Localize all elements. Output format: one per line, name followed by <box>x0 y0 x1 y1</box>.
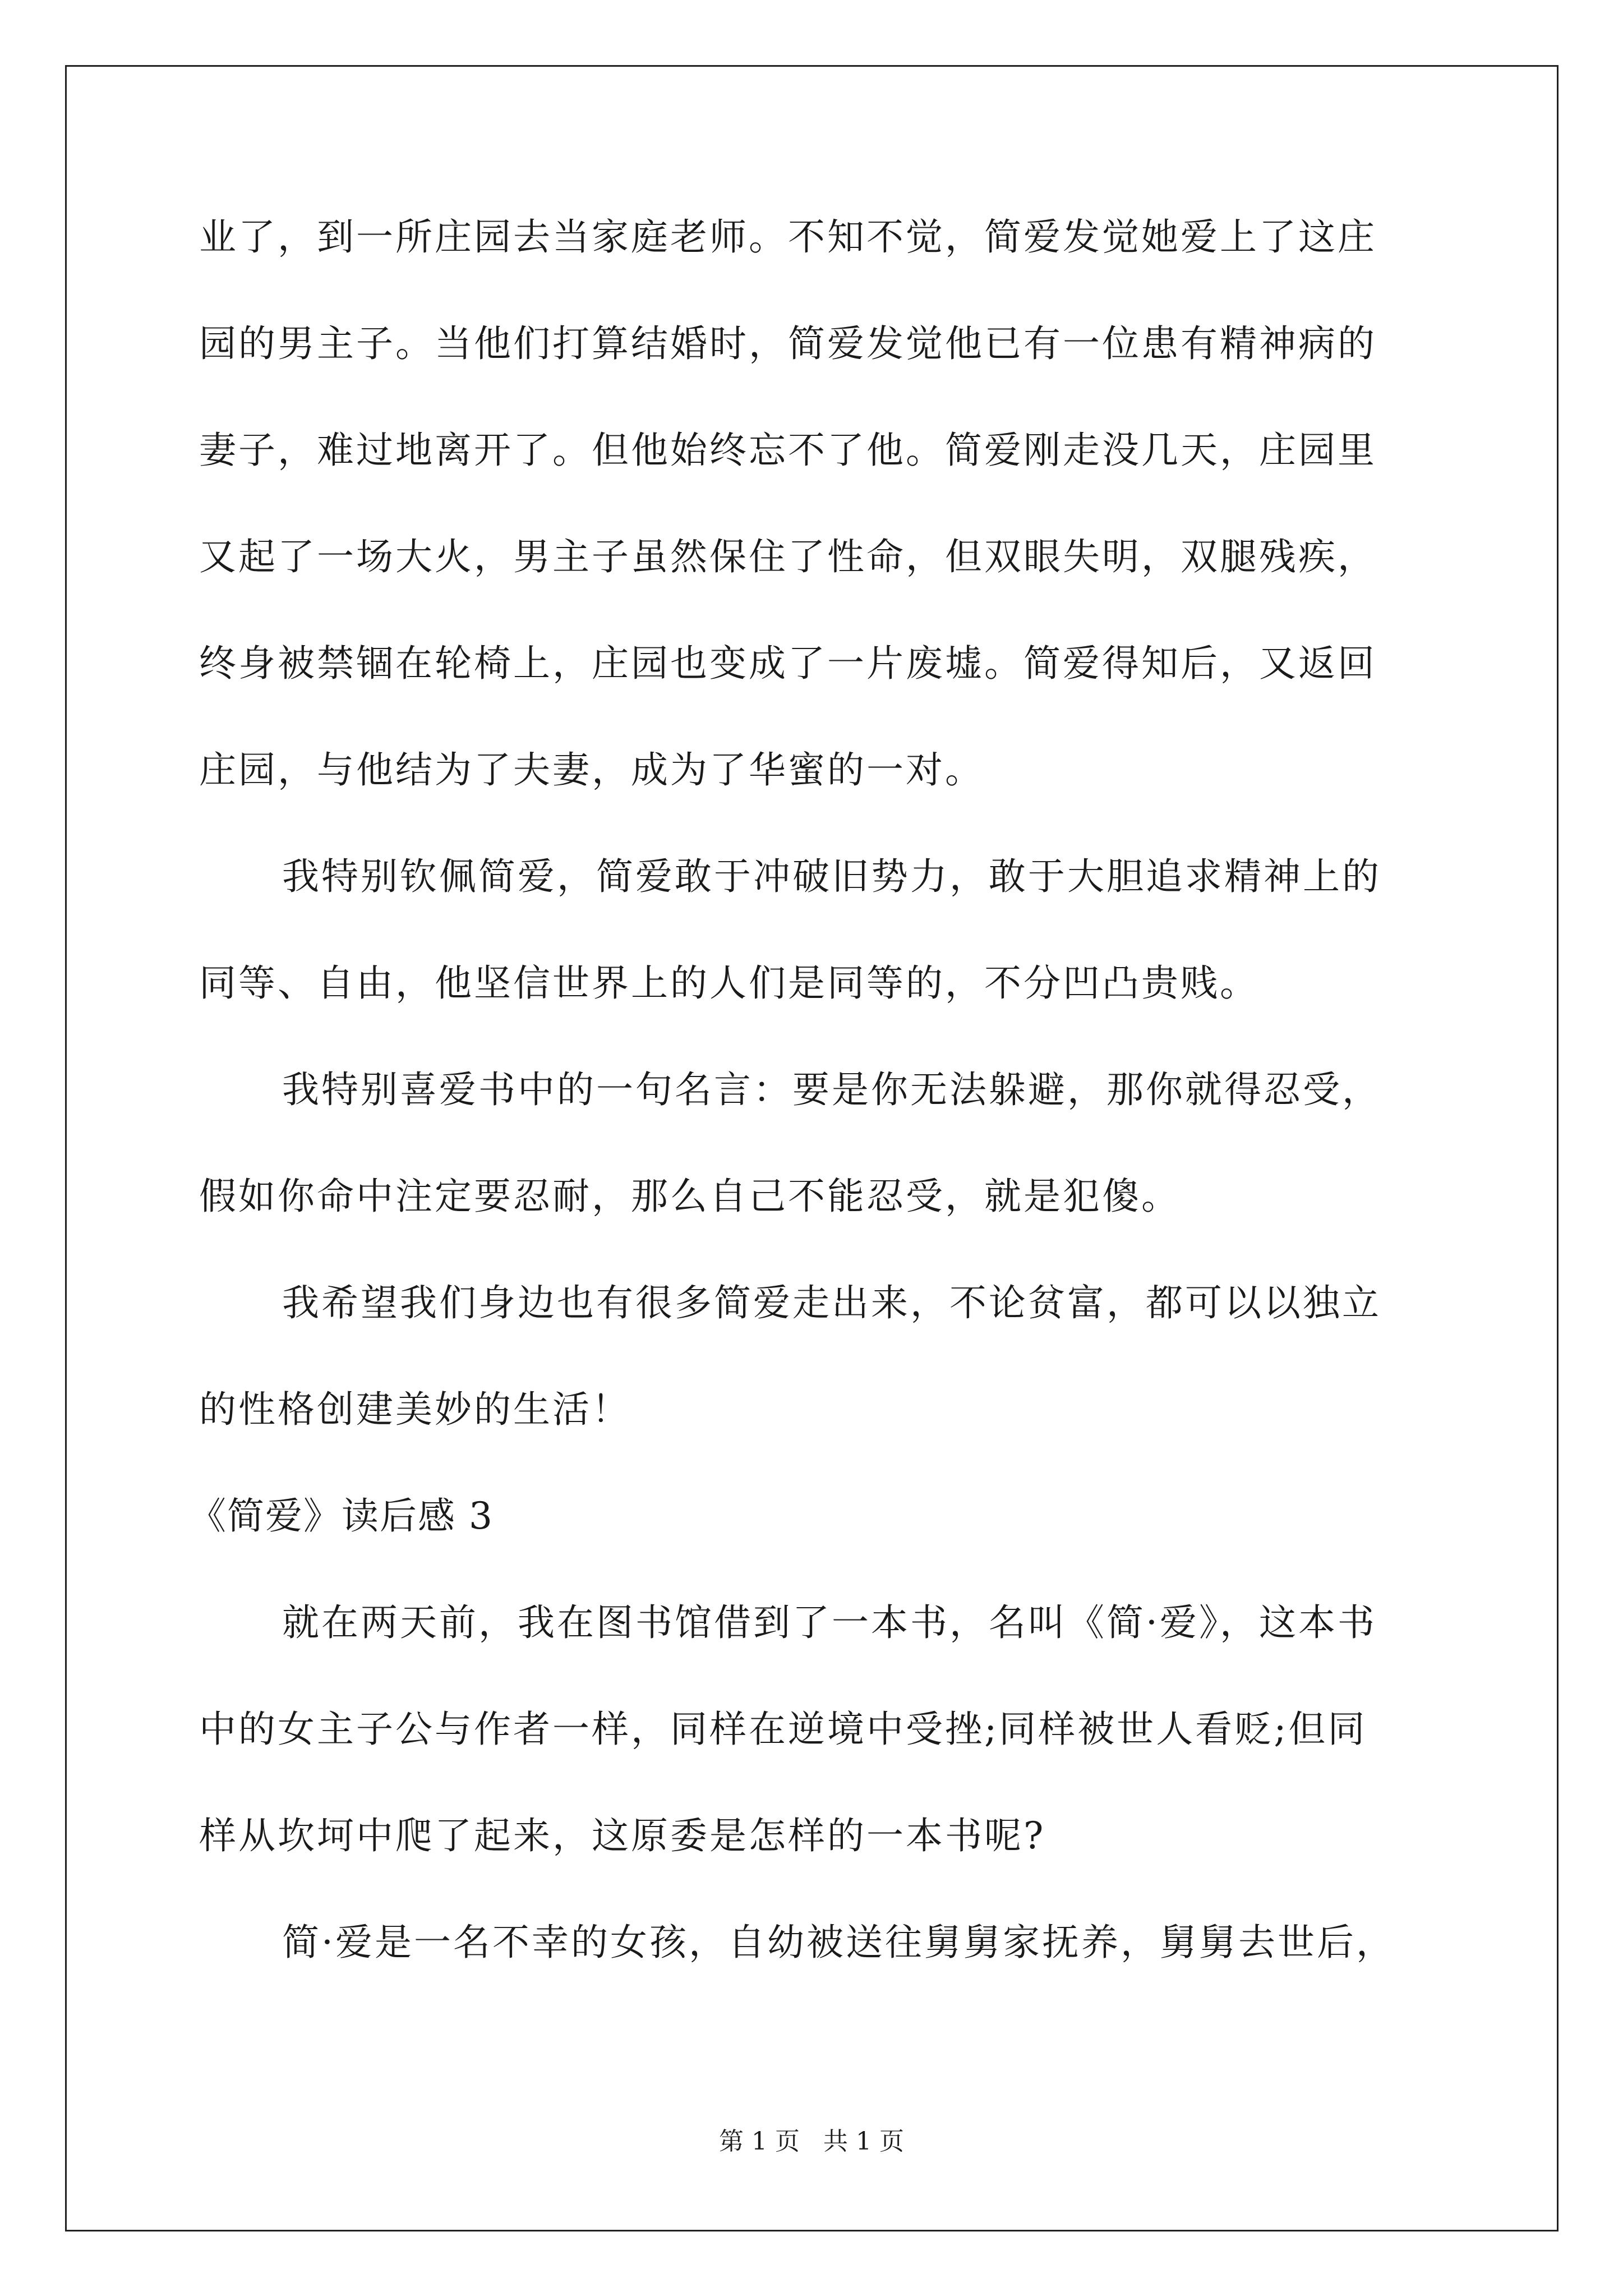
text-line: 妻子，难过地离开了。但他始终忘不了他。简爱刚走没几天，庄园里 <box>199 429 1377 472</box>
paragraph-first-line: 就在两天前，我在图书馆借到了一本书，名叫《简·爱》，这本书 <box>282 1601 1377 1644</box>
text-line: 中的女主子公与作者一样，同样在逆境中受挫;同样被世人看贬;但同 <box>199 1708 1367 1751</box>
text-line: 园的男主子。当他们打算结婚时，简爱发觉他已有一位患有精神病的 <box>199 322 1377 365</box>
text-line: 样从坎坷中爬了起来，这原委是怎样的一本书呢? <box>199 1814 1046 1857</box>
text-line: 的性格创建美妙的生活！ <box>199 1388 631 1431</box>
paragraph-first-line: 我特别喜爱书中的一句名言：要是你无法躲避，那你就得忍受， <box>282 1068 1381 1111</box>
paragraph-first-line: 我特别钦佩简爱，简爱敢于冲破旧势力，敢于大胆追求精神上的 <box>282 855 1381 898</box>
section-heading: 《简爱》读后感 3 <box>189 1494 494 1538</box>
text-line: 庄园，与他结为了夫妻，成为了华蜜的一对。 <box>199 748 984 792</box>
page-border <box>65 65 1559 2231</box>
paragraph-first-line: 我希望我们身边也有很多简爱走出来，不论贫富，都可以以独立 <box>282 1281 1381 1324</box>
text-line: 同等、自由，他坚信世界上的人们是同等的，不分凹凸贵贱。 <box>199 961 1259 1005</box>
text-line: 终身被禁锢在轮椅上，庄园也变成了一片废墟。简爱得知后，又返回 <box>199 642 1377 685</box>
text-line: 假如你命中注定要忍耐，那么自己不能忍受，就是犯傻。 <box>199 1175 1181 1218</box>
text-line: 又起了一场大火，男主子虽然保住了性命，但双眼失明，双腿残疾， <box>199 535 1377 578</box>
page-footer: 第 1 页 共 1 页 <box>719 2127 904 2156</box>
paragraph-first-line: 简·爱是一名不幸的女孩，自幼被送往舅舅家抚养，舅舅去世后， <box>282 1921 1395 1964</box>
text-line: 业了，到一所庄园去当家庭老师。不知不觉，简爱发觉她爱上了这庄 <box>199 215 1377 259</box>
